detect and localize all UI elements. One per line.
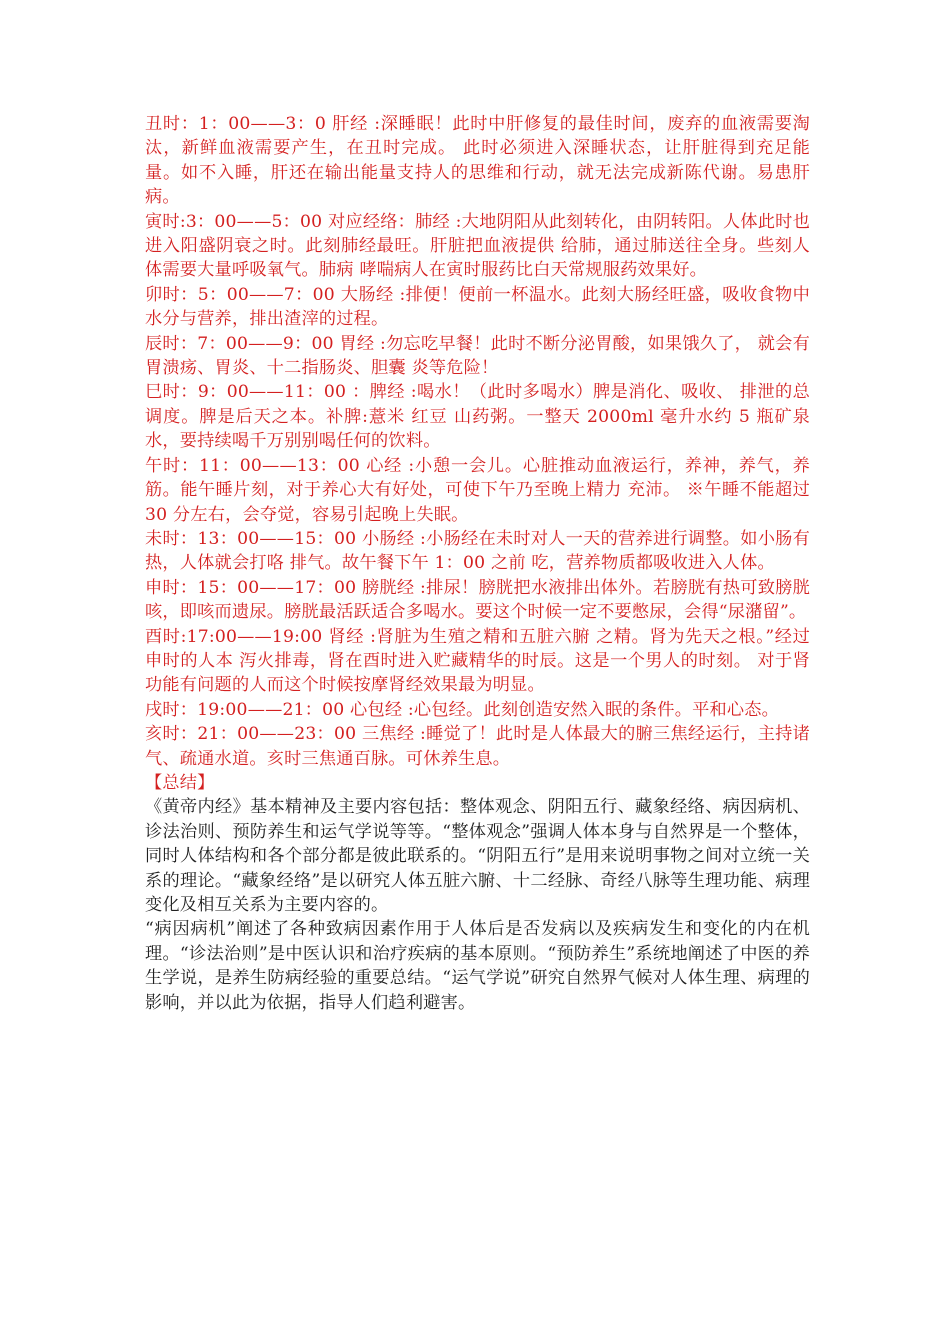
document-page xyxy=(145,112,810,1015)
time-section-shen: 申时：15：00——17：00 膀胱经 :排尿！膀胱把水液排出体外。若膀胱有热可致膀胱咳，即咳而遗尿。膀胱最活跃适合多喝水。要这个时候一定不要憋尿，会得“尿潴留”。 xyxy=(145,577,810,623)
time-section-wu: 午时：11：00——13：00 心经 :小憩一会儿。心脏推动血液运行，养神，养气，养筋。能午睡片刻，对于养心大有好处，可使下午乃至晚上精力 充沛。 ※午睡不能超过 30 分左右，会夺觉，容易引起晚上失眠。 xyxy=(145,455,810,525)
time-section-mao: 卯时：5：00——7：00 大肠经 :排便！便前一杯温水。此刻大肠经旺盛，吸收食物中水分与营养，排出渣滓的过程。 xyxy=(145,284,810,330)
summary-paragraph: 《黄帝内经》基本精神及主要内容包括：整体观念、阴阳五行、藏象经络、病因病机、诊法治则、预防养生和运气学说等等。“整体观念”强调人体本身与自然界是一个整体，同时人体结构和各个部分都是彼此联系的。“阴阳五行”是用来说明事物之间对立统一关系的理论。“藏象经络”是以研究人体五脏六腑、十二经脉、奇经八脉等生理功能、病理变化及相互关系为主要内容的。 xyxy=(145,797,810,915)
time-section-si: 巳时：9：00——11：00 ：脾经 :喝水！（此时多喝水）脾是消化、吸收、 排泄的总调度。脾是后天之本。补脾:薏米 红豆 山药粥。一整天 2000ml 毫升水约 5 瓶矿泉水，要持续喝千万别别喝任何的饮料。 xyxy=(145,382,810,452)
time-section-you: 酉时:17:00——19:00 肾经 :肾脏为生殖之精和五脏六腑 之精。肾为先天之根。”经过申时的人本 泻火排毒，肾在酉时进入贮藏精华的时辰。这是一个男人的时刻。 对于肾功能有问题的人而这个时候按摩肾经效果最为明显。 xyxy=(145,626,810,696)
summary-heading: 【总结】 xyxy=(145,772,215,793)
time-section-hai: 亥时：21：00——23：00 三焦经 :睡觉了！此时是人体最大的腑三焦经运行，主持诸气、疏通水道。亥时三焦通百脉。可休养生息。 xyxy=(145,724,810,769)
time-section-xu: 戌时：19:00——21：00 心包经 :心包经。此刻创造安然入眠的条件。平和心态。 xyxy=(145,699,780,720)
time-section-yin: 寅时:3：00——5：00 对应经络：肺经 :大地阴阳从此刻转化，由阴转阳。人体此时也进入阳盛阴衰之时。此刻肺经最旺。肝脏把血液提供 给肺，通过肺送往全身。些刻人体需要大量呼吸氧气。肺病 哮喘病人在寅时服药比白天常规服药效果好。 xyxy=(145,211,810,281)
time-section-chen: 辰时：7：00——9：00 胃经 :勿忘吃早餐！此时不断分泌胃酸，如果饿久了， 就会有胃溃疡、胃炎、十二指肠炎、胆囊 炎等危险！ xyxy=(145,333,810,379)
time-section-wei: 未时：13：00——15：00 小肠经 :小肠经在未时对人一天的营养进行调整。如小肠有热，人体就会打咯 排气。故午餐下午 1：00 之前 吃，营养物质都吸收进入人体。 xyxy=(145,528,810,574)
summary-paragraph: “病因病机”阐述了各种致病因素作用于人体后是否发病以及疾病发生和变化的内在机理。“诊法治则”是中医认识和治疗疾病的基本原则。“预防养生”系统地阐述了中医的养生学说，是养生防病经验的重要总结。“运气学说”研究自然界气候对人体生理、病理的影响，并以此为依据，指导人们趋利避害。 xyxy=(145,919,810,1013)
time-section-chou: 丑时：1：00——3：0 肝经 :深睡眠！此时中肝修复的最佳时间，废弃的血液需要淘汰，新鲜血液需要产生，在丑时完成。 此时必须进入深睡状态，让肝脏得到充足能量。如不入睡，肝还在输出能量支持人的思维和行动，就无法完成新陈代谢。易患肝病。 xyxy=(145,114,810,208)
